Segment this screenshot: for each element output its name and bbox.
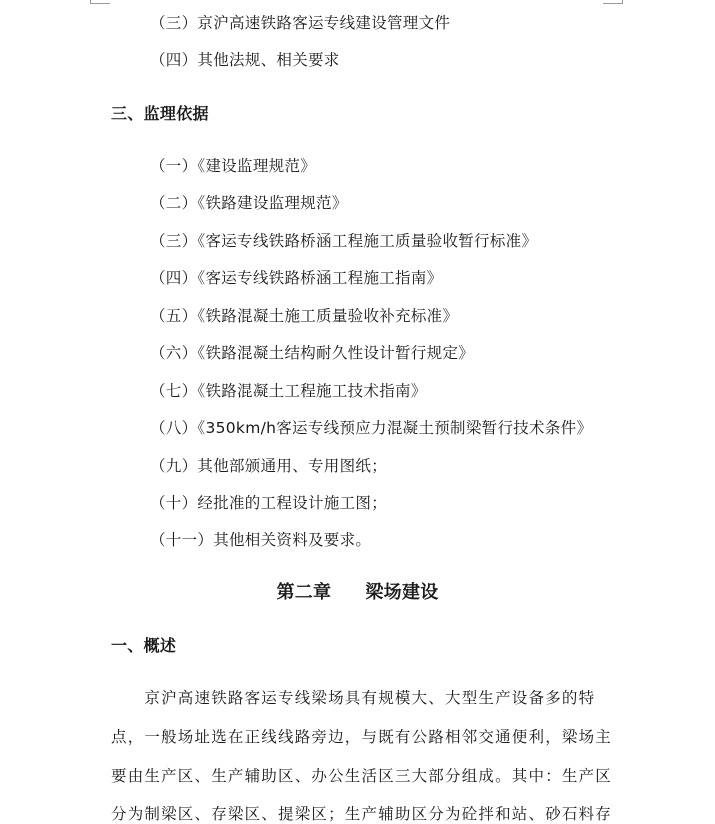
paragraph-line: 要由生产区、生产辅助区、办公生活区三大部分组成。其中：生产区 [111, 767, 613, 785]
list-item: （八）《350km/h客运专线预应力混凝土预制梁暂行技术条件》 [150, 419, 593, 437]
list-item: （十）经批准的工程设计施工图； [150, 494, 388, 512]
list-item: （一）《建设监理规范》 [150, 157, 317, 175]
list-item: （十一）其他相关资料及要求。 [150, 531, 372, 549]
list-item: （七）《铁路混凝土工程施工技术指南》 [150, 382, 427, 400]
section-heading: 一、概述 [111, 636, 177, 655]
chapter-number: 第二章 [276, 582, 332, 603]
list-item: （二）《铁路建设监理规范》 [150, 194, 348, 212]
list-item: （四）《客运专线铁路桥涵工程施工指南》 [150, 269, 443, 287]
section-heading: 三、监理依据 [111, 104, 209, 123]
list-item: （三）京沪高速铁路客运专线建设管理文件 [150, 14, 451, 32]
list-item: （五）《铁路混凝土施工质量验收补充标准》 [150, 307, 459, 325]
crop-mark-right-h [603, 3, 623, 4]
paragraph-line: 点，一般场址选在正线线路旁边，与既有公路相邻交通便利，梁场主 [111, 728, 613, 746]
chapter-name: 梁场建设 [365, 582, 439, 603]
paragraph-line: 分为制梁区、存梁区、提梁区；生产辅助区分为砼拌和站、砂石料存 [111, 805, 613, 823]
list-item: （六）《铁路混凝土结构耐久性设计暂行规定》 [150, 344, 475, 362]
paragraph-line: 京沪高速铁路客运专线梁场具有规模大、大型生产设备多的特 [111, 689, 596, 707]
list-item: （四）其他法规、相关要求 [150, 51, 340, 69]
chapter-title [0, 581, 715, 605]
list-item: （三）《客运专线铁路桥涵工程施工质量验收暂行标准》 [150, 232, 538, 250]
list-item: （九）其他部颁通用、专用图纸； [150, 457, 388, 475]
crop-mark-left-h [90, 3, 110, 4]
